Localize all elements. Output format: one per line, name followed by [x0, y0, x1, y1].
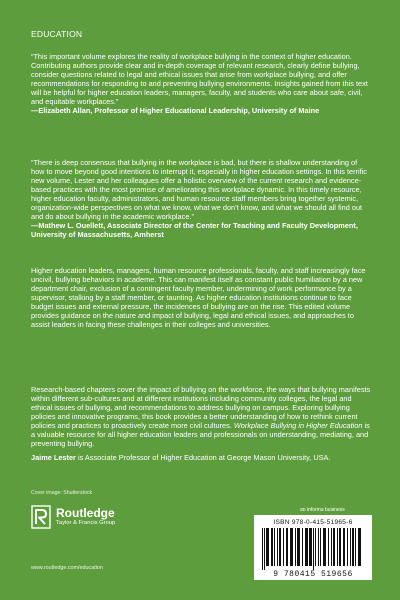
quote-1-attribution: —Elizabeth Allan, Professor of Higher Educational Leadership, University of Maine — [31, 106, 320, 116]
book-description-1 — [31, 266, 371, 329]
barcode-bar — [309, 528, 312, 566]
barcode-bar — [295, 528, 296, 566]
barcode-bar — [355, 528, 356, 566]
publisher-group: Taylor & Francis Group — [56, 520, 116, 526]
author-name: Jaime Lester — [31, 453, 76, 462]
publisher-logo — [31, 505, 115, 529]
barcode-bar — [297, 528, 300, 566]
endorsement-quote-2 — [31, 158, 371, 239]
barcode-bar — [350, 528, 351, 566]
barcode-bar — [264, 528, 265, 570]
barcode-bar — [337, 528, 338, 566]
informa-tagline: an informa business — [300, 507, 345, 513]
barcode-bar — [331, 528, 332, 566]
routledge-logo-icon — [31, 505, 51, 529]
barcode-bar — [274, 528, 275, 566]
barcode-bar — [266, 528, 269, 566]
category-label: EDUCATION — [31, 29, 83, 39]
publisher-url: www.routledge.com/education — [31, 565, 103, 571]
description-2-after: is a valuable resource for all higher education leaders and professionals on understanding, mediating, and preventing bullying. — [31, 421, 370, 449]
barcode-bar — [318, 528, 319, 566]
author-bio-rest: is Associate Professor of Higher Education at George Mason University, USA. — [75, 453, 331, 462]
author-bio-text — [31, 453, 371, 462]
book-description-2 — [31, 385, 371, 448]
barcode-bar — [283, 528, 284, 566]
description-2-text — [31, 385, 371, 448]
barcode-bar — [339, 528, 341, 566]
quote-2-text: “There is deep consensus that bullying in the workplace is bad, but there is shallow understanding of how to move beyond good intentions to interrupt it, especially in higher education settings. In this terrific new volume, Lester and her colleagues offer a holistic overview of the current research and evidence-based practices with the most promise of ameliorating this workplace dynamic. In this timely resource, higher education faculty, administrators, and human resource staff members bring together systemic, organization-wide perspectives on what we know, what we don’t know, and what we should all find out and do about bullying in the academic workplace.” — [31, 158, 367, 222]
barcode — [260, 528, 366, 570]
quote-2-attribution: —Mathew L. Ouellett, Associate Director of the Center for Teaching and Faculty Development, University of Massachusetts, Amherst — [31, 221, 358, 240]
barcode-bar — [333, 528, 335, 566]
barcode-bar — [315, 528, 316, 566]
barcode-bar — [328, 528, 329, 566]
barcode-bar — [286, 528, 288, 566]
endorsement-quote-1 — [31, 52, 371, 115]
publisher-name: Routledge — [56, 506, 115, 520]
barcode-bar — [271, 528, 273, 566]
barcode-bar — [277, 528, 278, 566]
barcode-bar — [323, 528, 326, 566]
barcode-bar — [320, 528, 321, 566]
author-bio — [31, 453, 371, 462]
barcode-bar — [290, 528, 293, 566]
barcode-bar — [347, 528, 348, 566]
barcode-bar — [302, 528, 303, 566]
barcode-bar — [358, 528, 361, 566]
barcode-bar — [279, 528, 281, 566]
barcode-bar — [305, 528, 308, 566]
book-title-italic: Workplace Bullying in Higher Education — [233, 421, 363, 431]
barcode-bar — [352, 528, 354, 566]
cover-image-credit: Cover image: Shutterstock — [31, 490, 93, 496]
barcode-bar — [262, 528, 263, 570]
barcode-digits: 9 780415 519656 — [273, 570, 353, 579]
barcode-bar — [313, 528, 314, 570]
description-1-text: Higher education leaders, managers, human resource professionals, faculty, and staff increasingly face uncivil, bullying behaviors in academe. This can manifest itself as constant public humiliation by a new department chair, exclusion of a contingent faculty member, undermining of work performance by a supervisor, stalking by a staff member, or taunting. As higher education institutions continue to face budget issues and external pressure, the incidences of bullying are on the rise. This edited volume provides guidance on the nature and impact of bullying, legal and ethical issues, and approaches to assist leaders in facing these challenges in their colleges and universities. — [31, 266, 366, 330]
barcode-panel — [254, 515, 372, 580]
barcode-bar — [343, 528, 345, 566]
quote-1-text: “This important volume explores the reality of workplace bullying in the context of higher education. Contributing authors provide clear and in-depth coverage of relevant research, clearly define bullying, consider questions related to legal and ethical issues that arise from workplace bullying, and offer recommendations for responding to and preventing bullying environments. Insights gained from this text will be helpful for higher education leaders, managers, faculty, and students who care about safe, civil, and equitable workplaces.” — [31, 52, 368, 107]
isbn-text: ISBN 978-0-415-51965-6 — [273, 519, 353, 526]
description-2-before: Research-based chapters cover the impact of bullying on the workforce, the ways that bullying manifests within different sub-cultures and at different institutions including community colleges, the legal and ethical issues of bullying, and recommendations to address bullying on campus. Exploring bullying policies and innovative programs, this book provides a better understanding of how to rethink current policies and practices to proactively create more civil cultures. — [31, 385, 371, 431]
